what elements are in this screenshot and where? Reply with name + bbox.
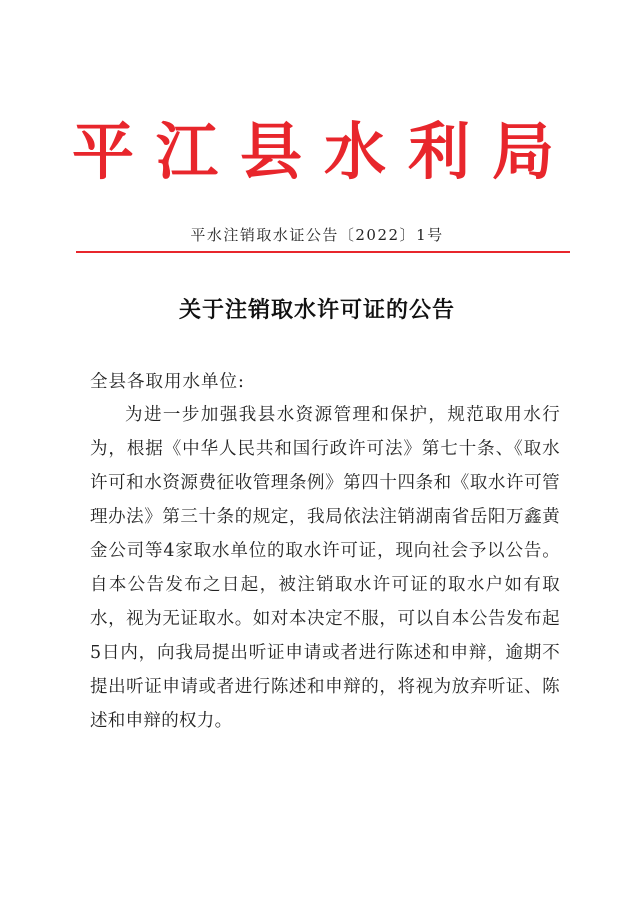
document-number: 平水注销取水证公告〔2022〕1号 [190,226,444,244]
letterhead-divider [76,251,570,253]
letterhead-org-name: 平江县水利局 [71,115,576,188]
notice-salutation: 全县各取用水单位: [90,372,245,392]
notice-body: 为进一步加强我县水资源管理和保护，规范取用水行为，根据《中华人民共和国行政许可法》第七十条、《取水许可和水资源费征收管理条例》第四十四条和《取水许可管理办法》第三十条的规定，我局依法注销湖南省岳阳万鑫黄金公司等4家取水单位的取水许可证，现向社会予以公告。自本公告发布之日起，被注销取水许可证的取水户如有取水，视为无证取水。如对本决定不服，可以自本公告发布起5日内，向我局提出听证申请或者进行陈述和申辩，逾期不提出听证申请或者进行陈述和申辩的，将视为放弃听证、陈述和申辩的权力。 [90,405,560,731]
notice-title: 关于注销取水许可证的公告 [178,297,455,323]
